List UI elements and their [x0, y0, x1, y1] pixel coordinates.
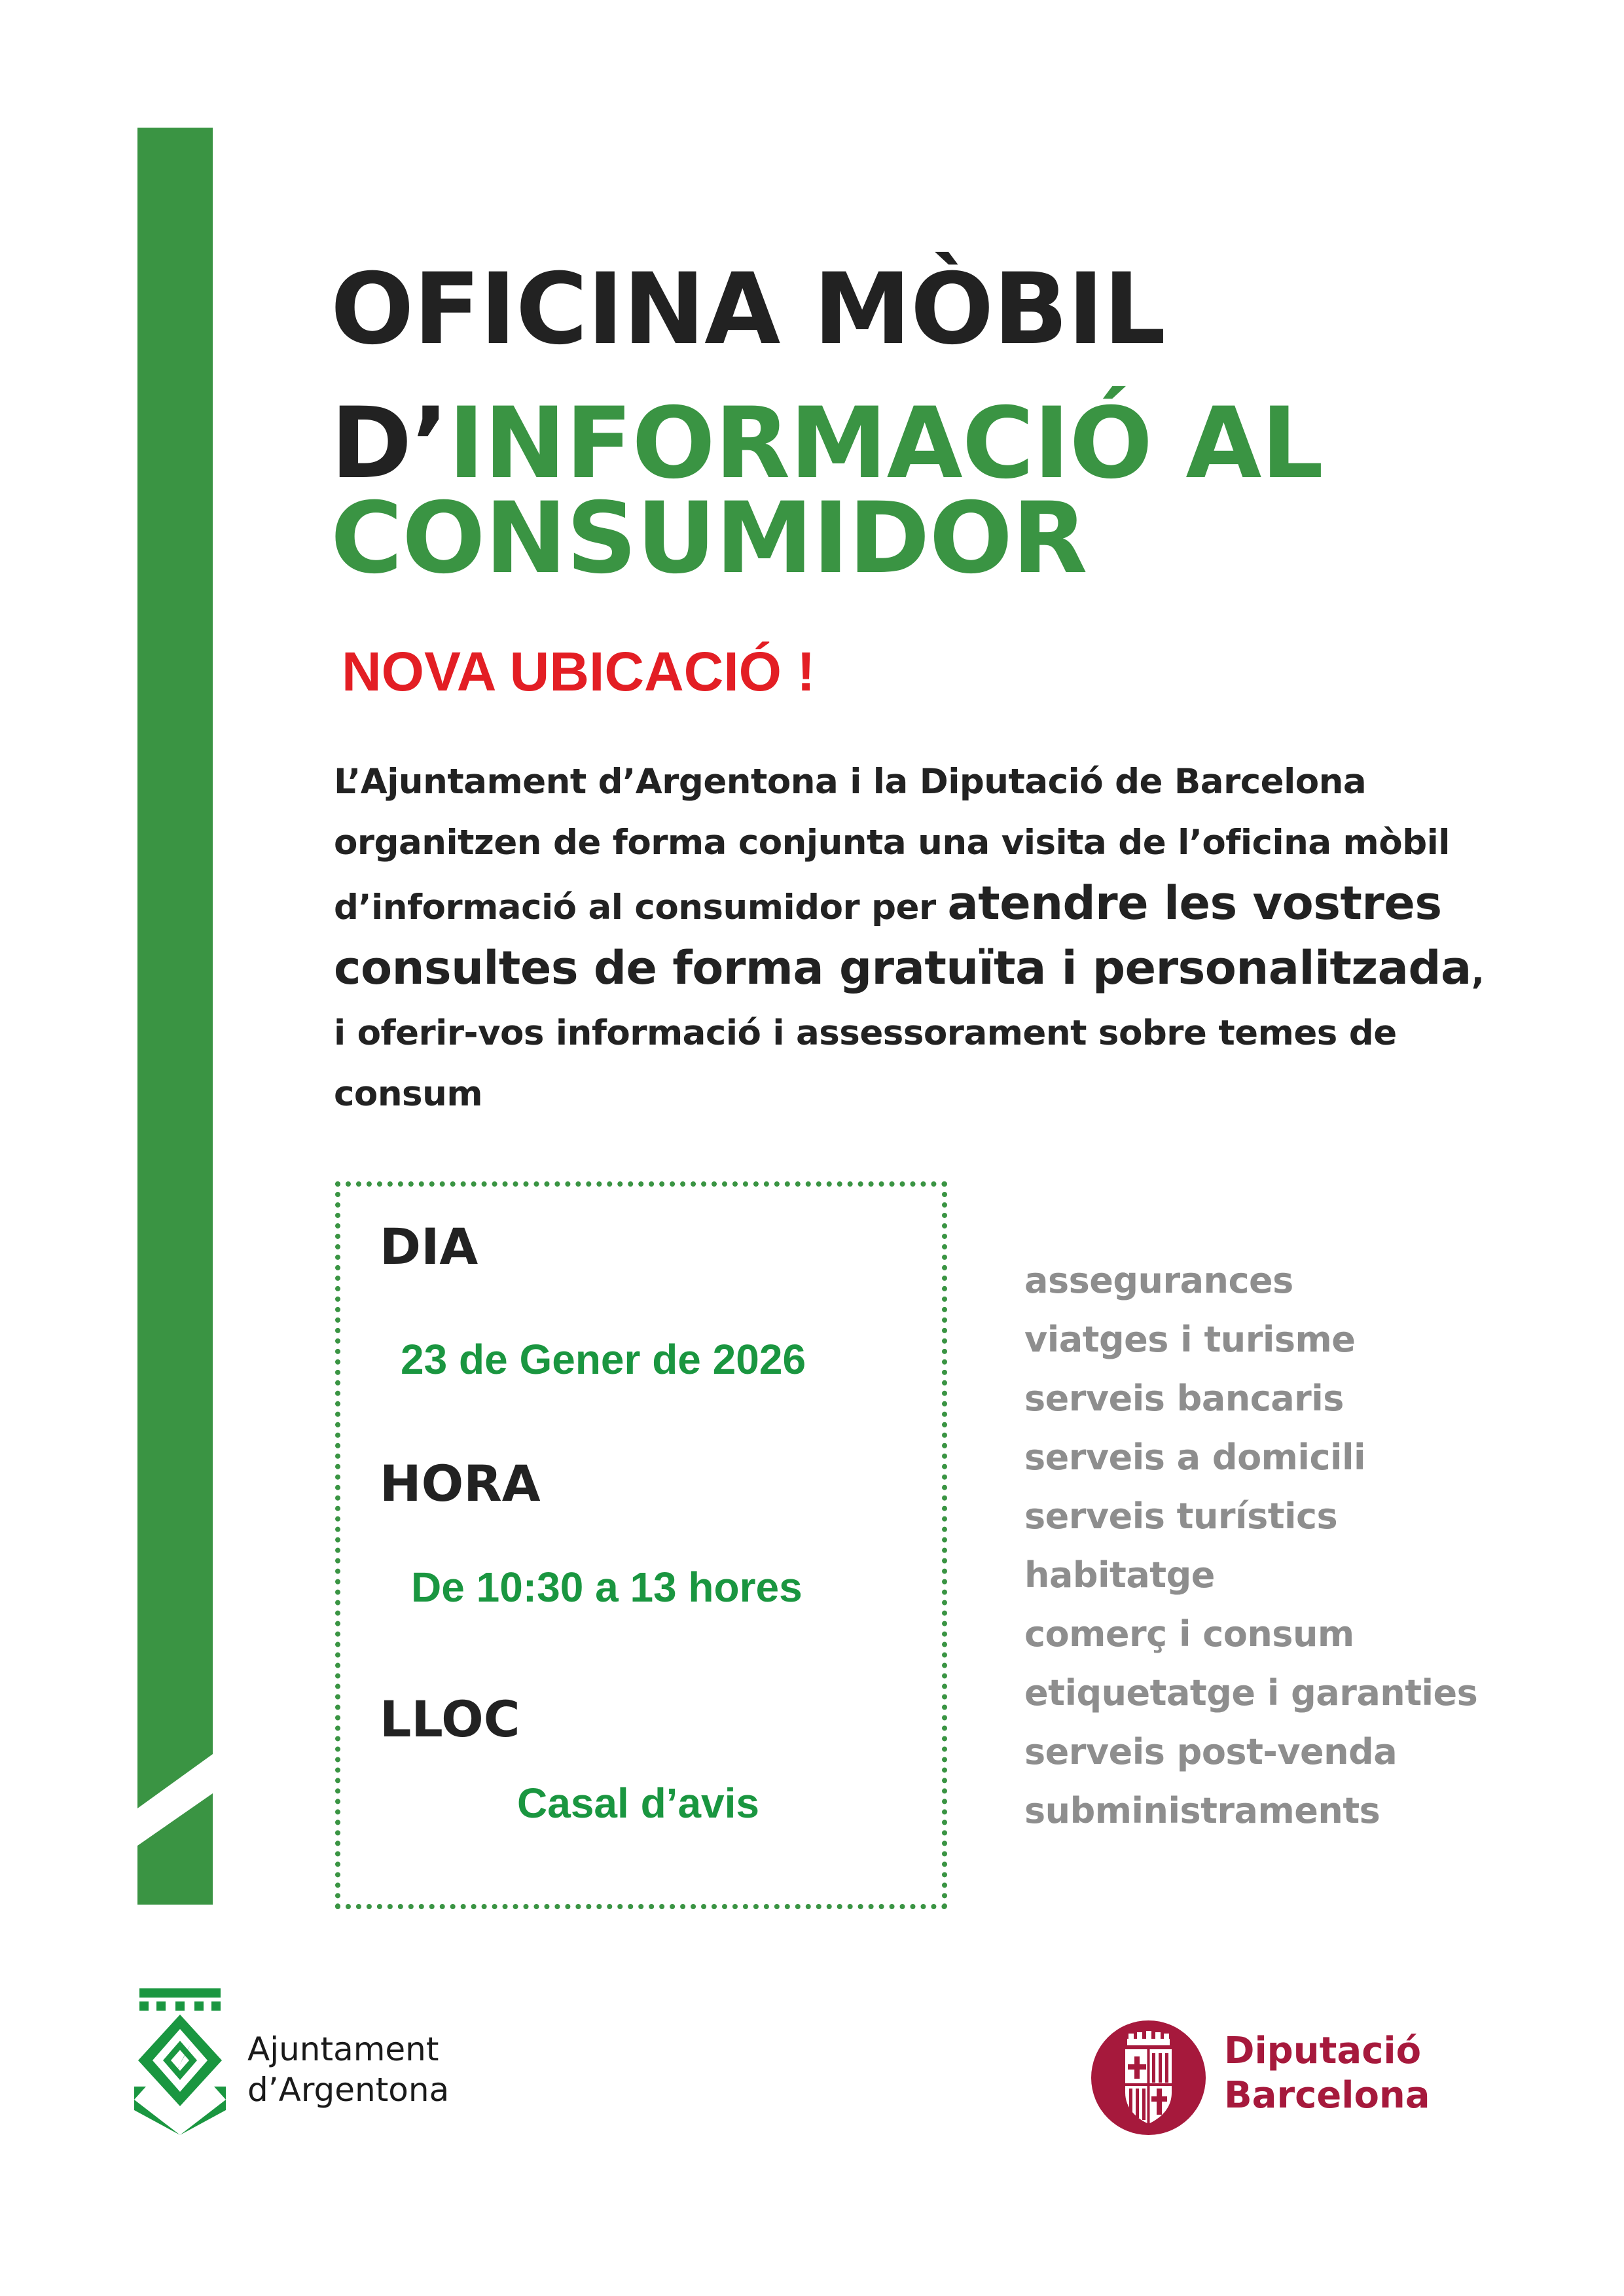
intro-text-end: , i oferir-vos informació i assessorament sobre temes de consum	[334, 952, 1485, 1114]
title-line-1: OFICINA MÒBIL	[331, 253, 1166, 367]
topic-item: assegurances	[1024, 1260, 1293, 1301]
topic-item: comerç i consum	[1024, 1613, 1354, 1655]
topic-item: subministraments	[1024, 1790, 1380, 1831]
day-label: DIA	[380, 1217, 478, 1276]
diputacio-seal-icon	[1091, 2020, 1206, 2135]
place-label: LLOC	[380, 1690, 520, 1748]
day-value: 23 de Gener de 2026	[401, 1336, 806, 1383]
title-line-2-prefix: D’	[331, 387, 448, 501]
topic-item: habitatge	[1024, 1554, 1215, 1596]
argentona-line-1: Ajuntament	[247, 2030, 439, 2068]
title-line-2	[331, 387, 1323, 501]
topic-item: viatges i turisme	[1024, 1319, 1356, 1360]
place-value: Casal d’avis	[517, 1780, 759, 1827]
new-location-notice: NOVA UBICACIÓ !	[342, 641, 816, 702]
topic-item: serveis bancaris	[1024, 1378, 1344, 1419]
diputacio-logo-text	[1224, 2029, 1430, 2118]
diputacio-line-1: Diputació	[1224, 2030, 1422, 2072]
intro-emphasis: atendre les vostres consultes de forma gratuïta i personalitzada	[334, 876, 1471, 995]
argentona-line-2: d’Argentona	[247, 2071, 450, 2109]
topic-item: serveis turístics	[1024, 1496, 1338, 1537]
topics-list	[1024, 1251, 1477, 1840]
intro-paragraph	[334, 751, 1499, 1124]
title-line-2-highlight: INFORMACIÓ AL	[448, 387, 1323, 501]
intro-text-start: L’Ajuntament d’Argentona i la Diputació de Barcelona organitzen de forma conjunta una visita de l’oficina mòbil d’informació al consumidor per	[334, 762, 1450, 927]
argentona-logo-text	[247, 2029, 449, 2110]
diputacio-line-2: Barcelona	[1224, 2074, 1430, 2117]
title-line-3: CONSUMIDOR	[331, 482, 1087, 596]
time-value: De 10:30 a 13 hores	[411, 1564, 803, 1611]
topic-item: etiquetatge i garanties	[1024, 1672, 1478, 1713]
argentona-coat-of-arms-icon	[134, 1988, 226, 2135]
decorative-green-bar	[137, 128, 213, 1905]
time-label: HORA	[380, 1454, 541, 1513]
topic-item: serveis a domicili	[1024, 1437, 1365, 1478]
topic-item: serveis post-venda	[1024, 1731, 1398, 1772]
